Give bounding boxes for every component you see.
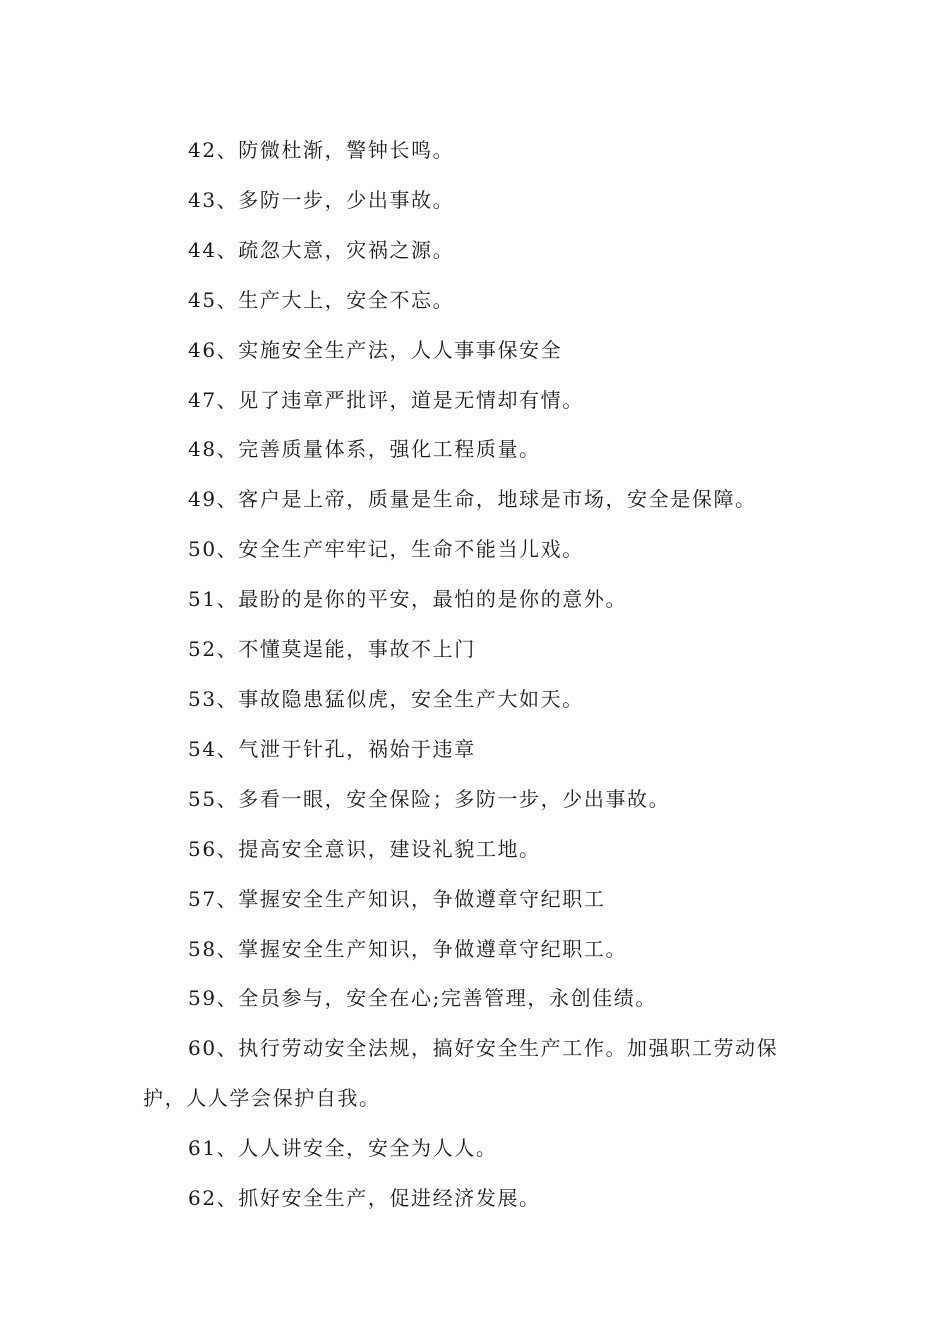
list-item: 58、掌握安全生产知识，争做遵章守纪职工。 — [188, 936, 628, 961]
list-item: 52、不懂莫逞能，事故不上门 — [188, 637, 476, 662]
list-item: 47、见了违章严批评，道是无情却有情。 — [188, 387, 584, 412]
list-item: 55、多看一眼，安全保险；多防一步，少出事故。 — [188, 786, 671, 811]
list-item: 43、多防一步，少出事故。 — [188, 187, 455, 212]
list-item: 51、最盼的是你的平安，最怕的是你的意外。 — [188, 587, 628, 612]
list-item: 54、气泄于针孔，祸始于违章 — [188, 736, 476, 761]
list-item: 44、疏忽大意，灾祸之源。 — [188, 237, 455, 262]
list-item: 59、全员参与，安全在心;完善管理，永创佳绩。 — [188, 986, 657, 1011]
list-item: 57、掌握安全生产知识，争做遵章守纪职工 — [188, 886, 606, 911]
list-item: 46、实施安全生产法，人人事事保安全 — [188, 337, 563, 362]
list-item: 53、事故隐患猛似虎，安全生产大如天。 — [188, 686, 584, 711]
list-item: 45、生产大上，安全不忘。 — [188, 287, 455, 312]
list-item: 62、抓好安全生产，促进经济发展。 — [188, 1186, 541, 1211]
slogan-list — [143, 126, 813, 1224]
list-item: 50、安全生产牢牢记，生命不能当儿戏。 — [188, 537, 584, 562]
list-item: 56、提高安全意识，建设礼貌工地。 — [188, 836, 541, 861]
list-item: 48、完善质量体系，强化工程质量。 — [188, 437, 541, 462]
list-item: 60、执行劳动安全法规，搞好安全生产工作。加强职工劳动保护，人人学会保护自我。 — [143, 1036, 779, 1111]
list-item: 42、防微杜渐，警钟长鸣。 — [188, 138, 455, 162]
list-item: 49、客户是上帝，质量是生命，地球是市场，安全是保障。 — [188, 487, 757, 512]
list-item: 61、人人讲安全，安全为人人。 — [188, 1136, 498, 1161]
